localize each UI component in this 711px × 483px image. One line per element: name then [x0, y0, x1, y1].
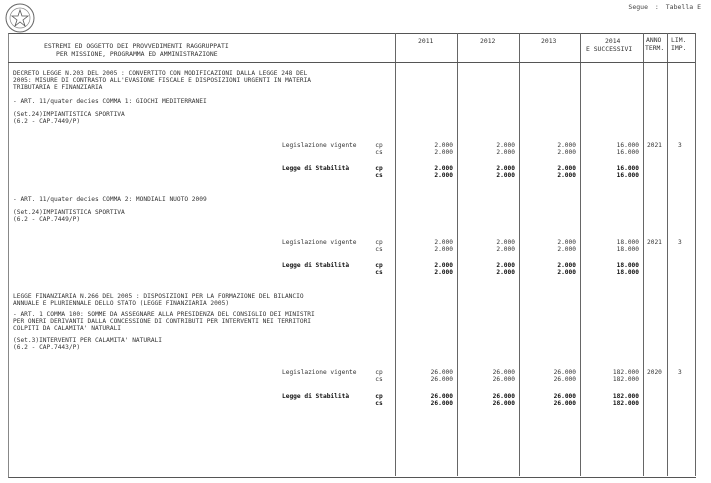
value-cell: 182.000 — [612, 393, 639, 400]
anno-term-value: 2021 — [647, 239, 662, 246]
legislazione-vigente-label: Legislazione vigente — [282, 142, 357, 149]
article-title: - ART. 11/quater decies COMMA 2: MONDIALI NUOTO 2009 — [13, 196, 207, 203]
value-cell: 2.000 — [496, 165, 515, 172]
value-cell: 2.000 — [496, 262, 515, 269]
legislazione-vigente-label: Legislazione vigente — [282, 239, 357, 246]
value-cell: 2.000 — [434, 239, 453, 246]
header-year-2011: 2011 — [418, 37, 434, 45]
header-lim: LIM. — [671, 36, 687, 44]
header-term: TERM. — [645, 44, 665, 52]
header-anno: ANNO — [646, 36, 662, 44]
segue-label: Segue — [628, 3, 648, 11]
value-cell: 18.000 — [616, 239, 639, 246]
cs-label: cs — [375, 172, 383, 179]
chapter-line: (6.2 - CAP.7449/P) — [13, 118, 81, 125]
value-cell: 26.000 — [492, 376, 515, 383]
value-cell: 2.000 — [496, 142, 515, 149]
chapter-line: (6.2 - CAP.7443/P) — [13, 344, 81, 351]
legge-stabilita-label: Legge di Stabilità — [282, 393, 350, 400]
value-cell: 2.000 — [557, 246, 576, 253]
value-cell: 2.000 — [557, 149, 576, 156]
value-cell: 2.000 — [557, 269, 576, 276]
value-cell: 26.000 — [430, 400, 453, 407]
value-cell: 2.000 — [496, 269, 515, 276]
value-cell: 2.000 — [557, 262, 576, 269]
chapter-line: (Set.3)INTERVENTI PER CALAMITA' NATURALI — [13, 337, 163, 344]
col-divider — [643, 33, 644, 476]
value-cell: 16.000 — [616, 172, 639, 179]
value-cell: 2.000 — [434, 246, 453, 253]
legge-stabilita-label: Legge di Stabilità — [282, 165, 350, 172]
col-divider — [667, 33, 668, 476]
value-cell: 26.000 — [430, 393, 453, 400]
cs-label: cs — [375, 376, 383, 383]
header-description-line1: ESTREMI ED OGGETTO DEI PROVVEDIMENTI RAGGRUPPATI — [44, 42, 229, 50]
value-cell: 16.000 — [616, 142, 639, 149]
value-cell: 18.000 — [616, 246, 639, 253]
header-rule — [8, 62, 695, 63]
cp-label: cp — [375, 393, 383, 400]
article-title: - ART. 11/quater decies COMMA 1: GIOCHI MEDITERRANEI — [13, 98, 207, 105]
value-cell: 26.000 — [553, 393, 576, 400]
cs-label: cs — [375, 246, 383, 253]
lim-imp-value: 3 — [678, 142, 682, 149]
cp-label: cp — [375, 142, 383, 149]
article-title-line: PER ONERI DERIVANTI DALLA CONCESSIONE DI CONTRIBUTI PER INTERVENTI NEI TERRITORI — [13, 318, 312, 325]
value-cell: 2.000 — [434, 269, 453, 276]
value-cell: 16.000 — [616, 149, 639, 156]
chapter-line: (6.2 - CAP.7449/P) — [13, 216, 81, 223]
article-title-line: COLPITI DA CALAMITA' NATURALI — [13, 325, 122, 332]
value-cell: 26.000 — [430, 376, 453, 383]
value-cell: 2.000 — [434, 149, 453, 156]
value-cell: 26.000 — [430, 369, 453, 376]
republic-seal-icon — [4, 2, 36, 34]
header-year-2014: 2014 — [605, 37, 621, 45]
lim-imp-value: 3 — [678, 369, 682, 376]
cs-label: cs — [375, 149, 383, 156]
value-cell: 2.000 — [496, 172, 515, 179]
value-cell: 26.000 — [553, 369, 576, 376]
cs-label: cs — [375, 400, 383, 407]
header-year-2014-successivi: E SUCCESSIVI — [586, 45, 633, 53]
legislazione-vigente-label: Legislazione vigente — [282, 369, 357, 376]
section-title-line: LEGGE FINANZIARIA N.266 DEL 2005 : DISPOSIZIONI PER LA FORMAZIONE DEL BILANCIO — [13, 293, 304, 300]
value-cell: 18.000 — [616, 269, 639, 276]
value-cell: 2.000 — [496, 149, 515, 156]
lim-imp-value: 3 — [678, 239, 682, 246]
cp-label: cp — [375, 369, 383, 376]
value-cell: 2.000 — [434, 172, 453, 179]
continuation-note: Segue : Tabella E — [628, 3, 701, 11]
value-cell: 18.000 — [616, 262, 639, 269]
value-cell: 182.000 — [612, 376, 639, 383]
value-cell: 2.000 — [496, 239, 515, 246]
value-cell: 26.000 — [492, 369, 515, 376]
col-divider — [580, 33, 581, 476]
header-imp: IMP. — [671, 44, 687, 52]
value-cell: 2.000 — [557, 142, 576, 149]
header-year-2013: 2013 — [541, 37, 557, 45]
value-cell: 2.000 — [434, 165, 453, 172]
value-cell: 16.000 — [616, 165, 639, 172]
value-cell: 2.000 — [434, 262, 453, 269]
cp-label: cp — [375, 239, 383, 246]
anno-term-value: 2021 — [647, 142, 662, 149]
value-cell: 2.000 — [557, 172, 576, 179]
col-divider — [695, 33, 696, 476]
header-year-2012: 2012 — [480, 37, 496, 45]
value-cell: 26.000 — [492, 393, 515, 400]
cs-label: cs — [375, 269, 383, 276]
section-title-line: DECRETO LEGGE N.203 DEL 2005 : CONVERTITO CON MODIFICAZIONI DALLA LEGGE 248 DEL — [13, 70, 308, 77]
value-cell: 2.000 — [557, 239, 576, 246]
value-cell: 182.000 — [612, 369, 639, 376]
value-cell: 26.000 — [492, 400, 515, 407]
col-divider — [457, 33, 458, 476]
col-divider — [519, 33, 520, 476]
value-cell: 26.000 — [553, 376, 576, 383]
header-description-line2: PER MISSIONE, PROGRAMMA ED AMMINISTRAZIONE — [56, 50, 218, 58]
chapter-line: (Set.24)IMPIANTISTICA SPORTIVA — [13, 209, 125, 216]
chapter-line: (Set.24)IMPIANTISTICA SPORTIVA — [13, 111, 125, 118]
section-title-line: ANNUALE E PLURIENNALE DELLO STATO (LEGGE FINANZIARIA 2005) — [13, 300, 230, 307]
section-title-line: TRIBUTARIA E FINANZIARIA — [13, 84, 103, 91]
value-cell: 26.000 — [553, 400, 576, 407]
cp-label: cp — [375, 262, 383, 269]
section-title-line: 2005: MISURE DI CONTRASTO ALL'EVASIONE FISCALE E DISPOSIZIONI URGENTI IN MATERIA — [13, 77, 312, 84]
value-cell: 2.000 — [434, 142, 453, 149]
tabella-label: Tabella E — [665, 3, 701, 11]
cp-label: cp — [375, 165, 383, 172]
value-cell: 2.000 — [496, 246, 515, 253]
legge-stabilita-label: Legge di Stabilità — [282, 262, 350, 269]
value-cell: 2.000 — [557, 165, 576, 172]
anno-term-value: 2020 — [647, 369, 662, 376]
value-cell: 182.000 — [612, 400, 639, 407]
col-divider — [395, 33, 396, 476]
article-title-line: - ART. 1 COMMA 100: SOMME DA ASSEGNARE ALLA PRESIDENZA DEL CONSIGLIO DEI MINISTRI — [13, 311, 315, 318]
